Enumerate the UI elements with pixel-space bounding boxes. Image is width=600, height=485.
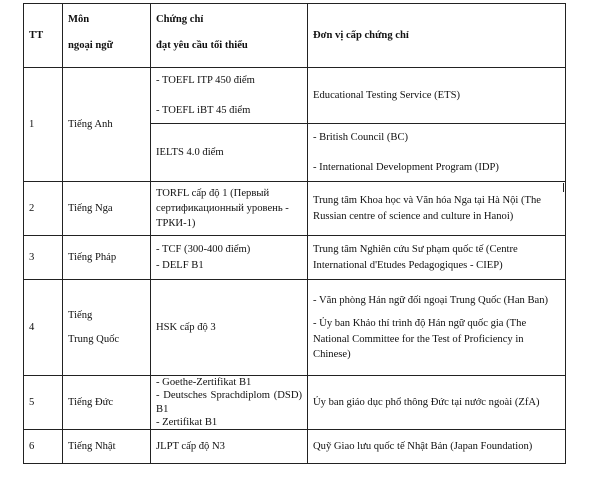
row3-cert-line1: - TCF (300-400 điểm) [156, 244, 251, 256]
row1-cert-line2: - TOEFL iBT 45 điểm [156, 104, 251, 116]
row1-org-bc-idp [308, 124, 566, 182]
row1-org-line2: - International Development Program (IDP) [313, 161, 499, 173]
header-subject-line2: ngoại ngữ [68, 40, 113, 52]
row6-cert: JLPT cấp độ N3 [151, 430, 308, 464]
header-certificate-line2: đạt yêu cầu tối thiểu [156, 40, 248, 52]
header-certificate [151, 4, 308, 68]
row2-language: Tiếng Nga [63, 182, 151, 236]
header-subject-line1: Môn [68, 14, 90, 25]
row5-tt: 5 [24, 376, 63, 430]
row5-language: Tiếng Đức [63, 376, 151, 430]
header-tt: TT [24, 4, 63, 68]
table-row [24, 236, 566, 280]
row4-language-line1: Tiếng [68, 310, 93, 322]
header-subject [63, 4, 151, 68]
row2-tt: 2 [24, 182, 63, 236]
row1-cert-ielts: IELTS 4.0 điểm [151, 124, 308, 182]
row6-org: Quỹ Giao lưu quốc tế Nhật Bản (Japan Foundation) [308, 430, 566, 464]
row3-tt: 3 [24, 236, 63, 280]
row4-org-line2: - Ủy ban Khảo thí trình độ Hán ngữ quốc gia (The National Committee for the Test of Proficiency in Chinese) [313, 318, 527, 360]
header-certificate-line1: Chứng chỉ [156, 14, 204, 25]
header-row [24, 4, 566, 68]
row1-cert-line1: - TOEFL ITP 450 điểm [156, 75, 255, 87]
row3-language: Tiếng Pháp [63, 236, 151, 280]
row1-language: Tiếng Anh [63, 68, 151, 182]
header-issuer: Đơn vị cấp chứng chỉ [308, 4, 566, 68]
row6-language: Tiếng Nhật [63, 430, 151, 464]
table-row [24, 280, 566, 376]
row1-cert-toefl [151, 68, 308, 124]
row1-org-ets: Educational Testing Service (ETS) [308, 68, 566, 124]
row4-cert: HSK cấp độ 3 [151, 280, 308, 376]
row3-cert [151, 236, 308, 280]
border-tick-mark [563, 183, 564, 192]
row5-cert-line1: - Goethe-Zertifikat B1 [156, 377, 252, 389]
row4-language [63, 280, 151, 376]
certificate-table [23, 3, 566, 464]
row2-org: Trung tâm Khoa học và Văn hóa Nga tại Hà Nội (The Russian centre of science and culture in Hanoi) [308, 182, 566, 236]
row5-cert-line2: - Deutsches Sprachdiplom (DSD) B1 [156, 390, 302, 415]
table-row [24, 182, 566, 236]
row2-cert: TORFL cấp độ 1 (Первый сертификационный уровень - ТРКИ-1) [151, 182, 308, 236]
table-row [24, 68, 566, 124]
row6-tt: 6 [24, 430, 63, 464]
row4-org [308, 280, 566, 376]
table-row [24, 376, 566, 430]
row1-org-line1: - British Council (BC) [313, 132, 409, 144]
row4-org-line1: - Văn phòng Hán ngữ đối ngoại Trung Quốc (Han Ban) [313, 295, 549, 307]
table-row [24, 430, 566, 464]
row5-cert-line3: - Zertifikat B1 [156, 416, 218, 428]
row4-language-line2: Trung Quốc [68, 333, 120, 345]
row3-org: Trung tâm Nghiên cứu Sư phạm quốc tế (Centre International d'Etudes Pedagogiques - CIEP) [308, 236, 566, 280]
row1-tt: 1 [24, 68, 63, 182]
row3-cert-line2: - DELF B1 [156, 259, 204, 271]
row5-cert [151, 376, 308, 430]
row5-org: Ủy ban giáo dục phổ thông Đức tại nước ngoài (ZfA) [308, 376, 566, 430]
row4-tt: 4 [24, 280, 63, 376]
